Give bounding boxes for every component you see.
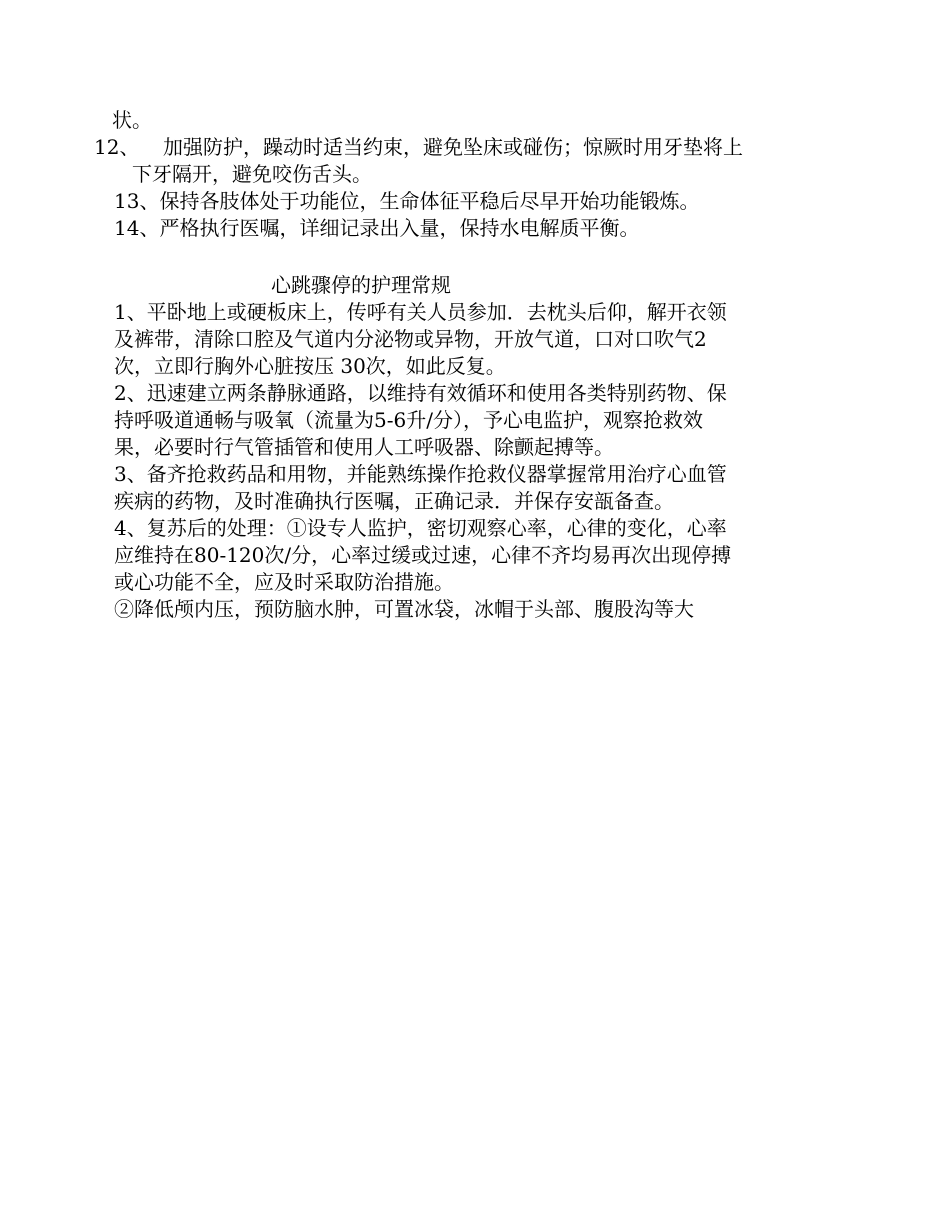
item-12-line-1: 加强防护，躁动时适当约束，避免坠床或碰伤；惊厥时用牙垫将上 [163, 135, 743, 159]
item-12-line-2: 下牙隔开，避免咬伤舌头。 [132, 162, 372, 186]
item-12-number: 12、 [94, 135, 140, 159]
item-13: 13、保持各肢体处于功能位，生命体征平稳后尽早开始功能锻炼。 [114, 189, 700, 213]
item-2-line-1: 2、迅速建立两条静脉通路，以维持有效循环和使用各类特别药物、保 [114, 381, 727, 405]
item-1-line-3: 次，立即行胸外心脏按压 30次，如此反复。 [114, 354, 506, 378]
item-3-line-1: 3、备齐抢救药品和用物，并能熟练操作抢救仪器掌握常用治疗心血管 [114, 462, 727, 486]
continued-text-line: 状。 [112, 108, 152, 132]
item-2-line-3: 果，必要时行气管插管和使用人工呼吸器、除颤起搏等。 [114, 435, 614, 459]
item-1-line-1: 1、平卧地上或硬板床上，传呼有关人员参加．去枕头后仰，解开衣领 [114, 300, 727, 324]
item-4-line-1: 4、复苏后的处理：①设专人监护，密切观察心率，心律的变化，心率 [114, 516, 727, 540]
section-title: 心跳骤停的护理常规 [271, 273, 451, 297]
item-2-line-2: 持呼吸道通畅与吸氧（流量为5-6升/分），予心电监护，观察抢救效 [114, 408, 703, 432]
item-14: 14、严格执行医嘱，详细记录出入量，保持水电解质平衡。 [114, 216, 640, 240]
item-4-line-4: ②降低颅内压，预防脑水肿，可置冰袋，冰帽于头部、腹股沟等大 [114, 597, 694, 621]
item-4-line-2: 应维持在80-120次/分，心率过缓或过速，心律不齐均易再次出现停搏 [114, 543, 732, 567]
item-3-line-2: 疾病的药物，及时准确执行医嘱，正确记录．并保存安瓿备查。 [114, 489, 674, 513]
item-4-line-3: 或心功能不全，应及时采取防治措施。 [114, 570, 454, 594]
item-1-line-2: 及裤带，清除口腔及气道内分泌物或异物，开放气道，口对口吹气2 [114, 327, 707, 351]
